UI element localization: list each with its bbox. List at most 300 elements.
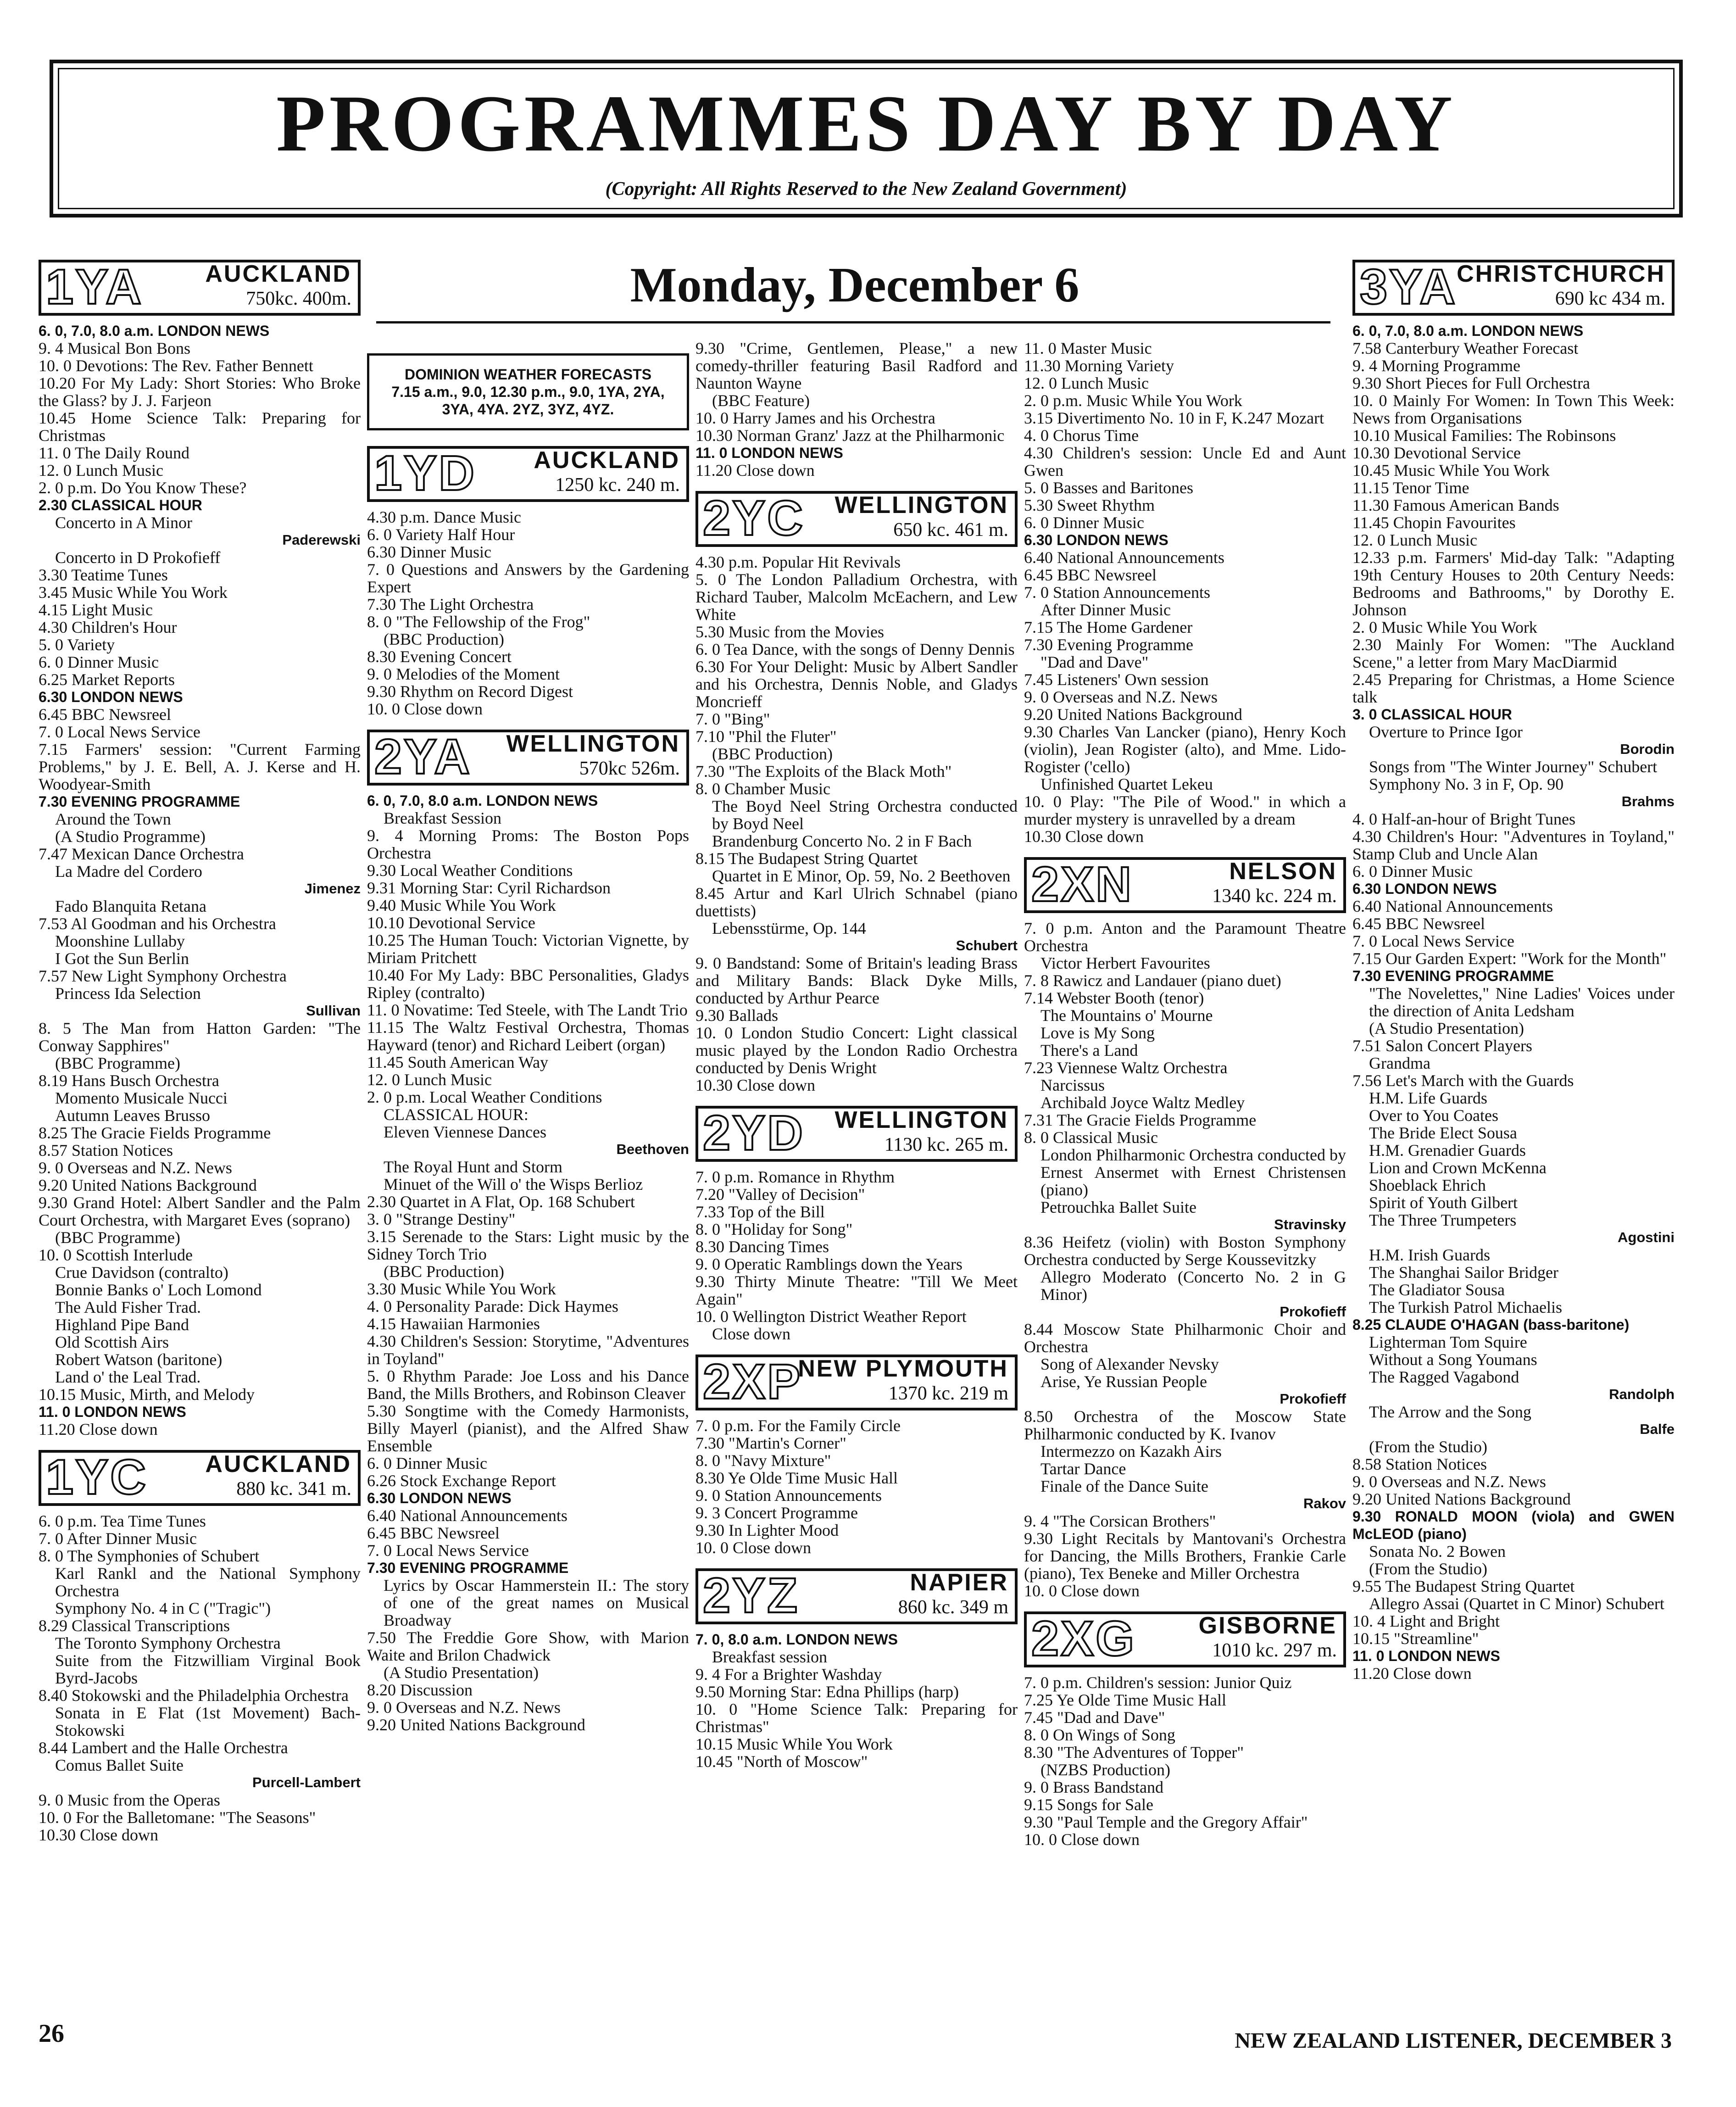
station-callsign: 2XP (703, 1354, 802, 1409)
schedule-entry: 10. 0 Close down (1024, 1830, 1140, 1849)
schedule-entry: Arise, Ye Russian People (1040, 1372, 1207, 1391)
schedule-entry: 8.15 The Budapest String Quartet (696, 849, 918, 868)
schedule-entry: 10.45 Music While You Work (1352, 461, 1550, 479)
schedule-entry: The Bride Elect Sousa (1369, 1124, 1517, 1142)
schedule-entry: La Madre del Cordero (55, 862, 202, 881)
station-callsign: 2YZ (703, 1567, 800, 1623)
station-callsign: 1YC (46, 1449, 148, 1505)
schedule-entry: 6. 0, 7.0, 8.0 a.m. LONDON NEWS (1352, 323, 1584, 339)
schedule-entry: 8.57 Station Notices (39, 1141, 173, 1159)
schedule-entry: (BBC Production) (384, 630, 505, 648)
schedule-entry: 10.45 Home Science Talk: Preparing for Christmas (39, 409, 361, 445)
schedule-entry: 10.15 "Streamline" (1352, 1629, 1479, 1648)
schedule-entry: Agostini (1618, 1229, 1675, 1245)
schedule-entry: Quartet in E Minor, Op. 59, No. 2 Beethoven (712, 867, 1011, 885)
schedule-entry: 7. 0 Local News Service (1352, 932, 1514, 950)
schedule-entry: 10. 4 Light and Bright (1352, 1612, 1500, 1630)
schedule-entry: 11.20 Close down (1352, 1664, 1472, 1683)
schedule-entry: CLASSICAL HOUR: (384, 1105, 529, 1124)
schedule-entry: 11.45 South American Way (367, 1053, 549, 1071)
schedule-entry: 7.33 Top of the Bill (696, 1203, 825, 1221)
schedule-entry: 9. 4 For a Brighter Washday (696, 1665, 882, 1683)
schedule-entry: 10. 0 Devotions: The Rev. Father Bennett (39, 357, 313, 375)
schedule-entry: Symphony No. 4 in C ("Tragic") (55, 1599, 271, 1617)
schedule-entry: 10.15 Music While You Work (696, 1735, 893, 1753)
schedule-entry: The Mountains o' Mourne (1040, 1006, 1213, 1025)
schedule-entry: Song of Alexander Nevsky (1040, 1355, 1219, 1373)
schedule-entry: 7.47 Mexican Dance Orchestra (39, 845, 244, 863)
schedule-entry: The Toronto Symphony Orchestra (55, 1634, 281, 1652)
schedule-entry: 11.15 The Waltz Festival Orchestra, Thomas Hayward (tenor) and Richard Leibert (organ) (367, 1018, 689, 1054)
station-callsign: 2XG (1031, 1611, 1136, 1666)
schedule-entry: Eleven Viennese Dances (384, 1123, 547, 1141)
schedule-entry: 7.30 "Martin's Corner" (696, 1434, 846, 1452)
station-banner-2ya (367, 730, 689, 786)
schedule-entry: Princess Ida Selection (55, 984, 201, 1003)
schedule-entry: 7.25 Ye Olde Time Music Hall (1024, 1691, 1227, 1709)
schedule-entry: 7. 0, 8.0 a.m. LONDON NEWS (696, 1631, 898, 1648)
schedule-entry: 10. 0 Close down (696, 1538, 811, 1557)
schedule-entry: 7. 0 After Dinner Music (39, 1529, 197, 1548)
schedule-entry: 9. 0 Operatic Ramblings down the Years (696, 1255, 963, 1273)
schedule-entry: 7.14 Webster Booth (tenor) (1024, 989, 1204, 1007)
schedule-list-2ya (367, 792, 689, 1734)
schedule-entry: 2. 0 p.m. Music While You Work (1024, 391, 1242, 410)
station-banner-2yc (696, 491, 1018, 547)
station-city: AUCKLAND (205, 1451, 351, 1477)
schedule-entry: 6.30 LONDON NEWS (1024, 532, 1168, 548)
schedule-entry: 6.30 LONDON NEWS (39, 689, 183, 705)
schedule-entry: Victor Herbert Favourites (1040, 954, 1210, 972)
schedule-entry: 8.44 Moscow State Philharmonic Choir and Orchestra (1024, 1320, 1346, 1356)
day-heading: Monday, December 6 (630, 258, 1079, 312)
schedule-entry: 7.57 New Light Symphony Orchestra (39, 967, 287, 985)
schedule-entry: Brahms (1621, 793, 1675, 809)
schedule-entry: 3.30 Music While You Work (367, 1280, 556, 1298)
schedule-entry: 7. 0 p.m. Romance in Rhythm (696, 1168, 895, 1186)
schedule-entry: Stravinsky (1274, 1216, 1346, 1232)
schedule-entry: 7.58 Canterbury Weather Forecast (1352, 339, 1579, 357)
column-3 (696, 340, 1018, 1770)
schedule-entry: Breakfast session (712, 1648, 827, 1666)
schedule-entry: The Gladiator Sousa (1369, 1281, 1505, 1299)
schedule-entry: 9.40 Music While You Work (367, 896, 556, 914)
schedule-entry: 6. 0 Dinner Music (1024, 513, 1144, 532)
schedule-entry: 7.30 EVENING PROGRAMME (39, 793, 240, 810)
schedule-list-2yd (696, 1168, 1018, 1343)
schedule-entry: London Philharmonic Orchestra conducted by Ernest Ansermet with Ernest Christensen (piano) (1040, 1146, 1346, 1199)
schedule-entry: 9.30 Light Recitals by Mantovani's Orchestra for Dancing, the Mills Brothers, Frankie Carle (piano), Tex Beneke and Miller Orchestra (1024, 1529, 1346, 1583)
schedule-list-2yz-cont (1024, 340, 1346, 845)
schedule-entry: 10.10 Devotional Service (367, 914, 535, 932)
schedule-entry: 6. 0 Dinner Music (39, 653, 159, 671)
schedule-entry: Minuet of the Will o' the Wisps Berlioz (384, 1175, 643, 1193)
schedule-entry: (BBC Programme) (55, 1228, 180, 1247)
schedule-entry: 9. 0 Bandstand: Some of Britain's leading Brass and Military Bands: Black Dyke Mills, conducted by Arthur Pearce (696, 954, 1018, 1007)
schedule-entry: 10. 0 London Studio Concert: Light classical music played by the London Radio Orchestra conducted by Denis Wright (696, 1024, 1018, 1077)
schedule-entry: 11. 0 LONDON NEWS (1352, 1648, 1500, 1664)
schedule-list-1ya (39, 322, 361, 1438)
schedule-entry: 6.45 BBC Newsreel (1352, 914, 1485, 933)
schedule-entry: 12.33 p.m. Farmers' Mid-day Talk: "Adapting 19th Century Houses to 20th Century Needs: Bedrooms and Bathrooms," by Dorothy E. Johnson (1352, 548, 1675, 619)
schedule-entry: 6.30 LONDON NEWS (367, 1490, 512, 1506)
station-callsign: 2YC (703, 490, 805, 546)
schedule-entry: 9.30 Local Weather Conditions (367, 861, 573, 880)
schedule-entry: H.M. Grenadier Guards (1369, 1141, 1526, 1159)
schedule-entry: 8. 0 Classical Music (1024, 1128, 1158, 1147)
schedule-entry: 11.20 Close down (39, 1420, 158, 1438)
schedule-entry: Brandenburg Concerto No. 2 in F Bach (712, 832, 972, 850)
schedule-entry: 2. 0 Music While You Work (1352, 618, 1537, 636)
schedule-entry: The Auld Fisher Trad. (55, 1298, 201, 1316)
schedule-entry: 10. 0 Close down (367, 700, 483, 718)
schedule-list-2xp (696, 1417, 1018, 1556)
schedule-entry: 4.30 Children's session: Uncle Ed and Aunt Gwen (1024, 444, 1346, 479)
schedule-entry: 12. 0 Lunch Music (1024, 374, 1149, 392)
column-2 (367, 340, 689, 1734)
schedule-entry: 2.45 Preparing for Christmas, a Home Science talk (1352, 670, 1675, 706)
schedule-entry: Grandma (1369, 1054, 1430, 1072)
schedule-entry: 10.30 Close down (1024, 827, 1144, 846)
schedule-entry: 7.30 EVENING PROGRAMME (1352, 968, 1554, 984)
schedule-entry: 6.26 Stock Exchange Report (367, 1472, 556, 1490)
schedule-entry: 8.19 Hans Busch Orchestra (39, 1071, 219, 1090)
schedule-entry: 6. 0, 7.0, 8.0 a.m. LONDON NEWS (367, 792, 598, 809)
schedule-entry: 10. 0 Harry James and his Orchestra (696, 409, 935, 427)
station-city: CHRISTCHURCH (1457, 261, 1665, 287)
schedule-entry: Symphony No. 3 in F, Op. 90 (1369, 775, 1564, 793)
schedule-entry: (NZBS Production) (1040, 1761, 1170, 1779)
schedule-entry: 7.10 "Phil the Fluter" (696, 727, 837, 746)
schedule-entry: 9.30 Ballads (696, 1006, 778, 1025)
station-callsign: 3YA (1360, 259, 1458, 314)
schedule-entry: Unfinished Quartet Lekeu (1040, 775, 1213, 793)
schedule-entry: 9.30 Charles Van Lancker (piano), Henry Koch (violin), Jean Rogister (alto), and Mme. Lido-Rogister ('cello) (1024, 723, 1346, 776)
schedule-entry: 6.45 BBC Newsreel (1024, 566, 1157, 584)
schedule-entry: Around the Town (55, 810, 171, 828)
station-callsign: 1YA (46, 259, 144, 314)
schedule-entry: 10.30 Close down (696, 1076, 815, 1094)
schedule-entry: The Shanghai Sailor Bridger (1369, 1263, 1558, 1282)
schedule-entry: 9.20 United Nations Background (39, 1176, 257, 1194)
schedule-entry: (BBC Production) (384, 1262, 505, 1281)
schedule-entry: 11. 0 Master Music (1024, 339, 1152, 357)
schedule-entry: 8.30 Evening Concert (367, 647, 512, 666)
station-banner-2xn (1024, 857, 1346, 913)
schedule-entry: 8.45 Artur and Karl Ulrich Schnabel (piano duettists) (696, 884, 1018, 920)
schedule-entry: 9. 4 Morning Programme (1352, 357, 1520, 375)
schedule-entry: 6. 0 Tea Dance, with the songs of Denny Dennis (696, 640, 1015, 658)
schedule-entry: 4. 0 Chorus Time (1024, 426, 1139, 445)
schedule-entry: 4.30 Children's Hour: "Adventures in Toyland," Stamp Club and Uncle Alan (1352, 827, 1675, 863)
schedule-entry: 6.30 For Your Delight: Music by Albert Sandler and his Orchestra, Dennis Noble, and Gladys Moncrieff (696, 658, 1018, 711)
schedule-entry: 5.30 Sweet Rhythm (1024, 496, 1155, 514)
schedule-entry: 9.30 "Paul Temple and the Gregory Affair" (1024, 1813, 1308, 1831)
footer-credit: NEW ZEALAND LISTENER, DECEMBER 3 (1235, 2029, 1672, 2053)
schedule-list-1yd (367, 508, 689, 718)
schedule-entry: 10.30 Norman Granz' Jazz at the Philharmonic (696, 426, 1005, 445)
station-banner-2xp (696, 1354, 1018, 1410)
schedule-entry: 9.20 United Nations Background (367, 1716, 585, 1734)
schedule-entry: 9. 4 "The Corsican Brothers" (1024, 1512, 1216, 1530)
schedule-entry: 10.10 Musical Families: The Robinsons (1352, 426, 1616, 445)
schedule-entry: 7.30 EVENING PROGRAMME (367, 1560, 569, 1576)
schedule-entry: Purcell-Lambert (252, 1774, 361, 1790)
schedule-entry: Momento Musicale Nucci (55, 1089, 228, 1107)
schedule-entry: 4.15 Hawaiian Harmonies (367, 1315, 540, 1333)
schedule-list-2ya-cont (696, 340, 1018, 479)
station-city: NAPIER (910, 1569, 1008, 1596)
schedule-entry: Allegro Moderato (Concerto No. 2 in G Minor) (1040, 1268, 1346, 1304)
schedule-entry: Autumn Leaves Brusso (55, 1106, 210, 1125)
schedule-entry: 11.15 Tenor Time (1352, 479, 1469, 497)
schedule-entry: The Turkish Patrol Michaelis (1369, 1298, 1562, 1316)
schedule-entry: 8.25 The Gracie Fields Programme (39, 1124, 271, 1142)
station-banner-1yd (367, 446, 689, 502)
schedule-entry: 10.40 For My Lady: BBC Personalities, Gladys Ripley (contralto) (367, 966, 689, 1002)
schedule-entry: Overture to Prince Igor (1369, 723, 1523, 741)
station-city: AUCKLAND (205, 261, 351, 287)
schedule-entry: 7. 0 p.m. Children's session: Junior Quiz (1024, 1673, 1292, 1692)
schedule-entry: 7.30 Evening Programme (1024, 635, 1193, 654)
schedule-entry: I Got the Sun Berlin (55, 949, 189, 968)
station-banner-2yd (696, 1106, 1018, 1162)
schedule-entry: 7. 0 p.m. Anton and the Paramount Theatre Orchestra (1024, 919, 1346, 955)
schedule-entry: 10. 0 Wellington District Weather Report (696, 1307, 967, 1326)
schedule-entry: 9. 0 Station Announcements (696, 1486, 882, 1505)
schedule-entry: 6.30 Dinner Music (367, 543, 491, 561)
schedule-entry: 5. 0 The London Palladium Orchestra, with Richard Tauber, Malcolm McEachern, and Lew White (696, 570, 1018, 624)
station-frequency: 750kc. 400m. (246, 288, 351, 309)
station-frequency: 860 kc. 349 m (898, 1597, 1008, 1618)
schedule-list-2xn (1024, 920, 1346, 1600)
schedule-entry: Over to You Coates (1369, 1106, 1499, 1125)
station-city: AUCKLAND (534, 447, 680, 474)
station-city: NELSON (1229, 858, 1337, 885)
schedule-entry: 3.15 Divertimento No. 10 in F, K.247 Mozart (1024, 409, 1324, 427)
schedule-entry: 10.30 Devotional Service (1352, 444, 1521, 462)
copyright-notice: (Copyright: All Rights Reserved to the New Zealand Government) (605, 178, 1127, 200)
schedule-entry: After Dinner Music (1040, 601, 1171, 619)
schedule-entry: 10. 0 For the Balletomane: "The Seasons" (39, 1808, 316, 1827)
weather-times: 7.15 a.m., 9.0, 12.30 p.m., 9.0, 1YA, 2YA, 3YA, 4YA. 2YZ, 3YZ, 4YZ. (391, 384, 665, 418)
schedule-entry: The Three Trumpeters (1369, 1211, 1517, 1229)
schedule-entry: 9. 3 Concert Programme (696, 1504, 858, 1522)
schedule-entry: The Boyd Neel String Orchestra conducted by Boyd Neel (712, 797, 1018, 833)
station-frequency: 1340 kc. 224 m. (1212, 886, 1337, 907)
schedule-entry: (A Studio Presentation) (1369, 1019, 1524, 1037)
schedule-entry: Tartar Dance (1040, 1460, 1126, 1478)
schedule-entry: "Dad and Dave" (1040, 653, 1149, 671)
schedule-entry: 10. 0 Close down (1024, 1582, 1140, 1600)
schedule-entry: 8.36 Heifetz (violin) with Boston Symphony Orchestra conducted by Serge Koussevitzky (1024, 1233, 1346, 1269)
schedule-entry: 9. 0 Music from the Operas (39, 1791, 220, 1809)
schedule-entry: 8.30 Dancing Times (696, 1237, 829, 1256)
schedule-entry: Concerto in A Minor (55, 513, 192, 532)
column-5 (1352, 257, 1675, 1682)
schedule-entry: 3.45 Music While You Work (39, 583, 228, 602)
schedule-entry: Intermezzo on Kazakh Airs (1040, 1442, 1222, 1460)
schedule-entry: 10.20 For My Lady: Short Stories: Who Broke the Glass? by J. J. Farjeon (39, 374, 361, 410)
schedule-entry: 12. 0 Lunch Music (39, 461, 163, 479)
schedule-entry: 7.53 Al Goodman and his Orchestra (39, 914, 276, 933)
schedule-entry: 7.45 "Dad and Dave" (1024, 1708, 1165, 1727)
schedule-entry: 9.30 RONALD MOON (viola) and GWEN McLEOD (piano) (1352, 1508, 1675, 1542)
schedule-list-2yc (696, 553, 1018, 1094)
schedule-entry: Petrouchka Ballet Suite (1040, 1198, 1196, 1216)
schedule-entry: 4. 0 Half-an-hour of Bright Tunes (1352, 810, 1575, 828)
schedule-entry: 6. 0 p.m. Tea Time Tunes (39, 1512, 206, 1530)
schedule-entry: 11.45 Chopin Favourites (1352, 513, 1516, 532)
station-banner-1ya (39, 260, 361, 316)
schedule-entry: 9. 0 Overseas and N.Z. News (1024, 688, 1218, 706)
schedule-entry: Archibald Joyce Waltz Medley (1040, 1093, 1245, 1112)
schedule-entry: 9.20 United Nations Background (1352, 1490, 1571, 1508)
schedule-entry: 7.30 "The Exploits of the Black Moth" (696, 762, 952, 780)
schedule-entry: Comus Ballet Suite (55, 1756, 184, 1774)
schedule-entry: Moonshine Lullaby (55, 932, 185, 950)
station-frequency: 1250 kc. 240 m. (555, 474, 680, 496)
schedule-entry: There's a Land (1040, 1041, 1138, 1059)
station-city: WELLINGTON (835, 492, 1008, 518)
schedule-entry: 9.30 In Lighter Mood (696, 1521, 839, 1539)
schedule-entry: 10. 0 Scottish Interlude (39, 1246, 193, 1264)
schedule-entry: Beethoven (616, 1141, 689, 1157)
schedule-entry: Old Scottish Airs (55, 1333, 169, 1351)
schedule-entry: 9. 0 Brass Bandstand (1024, 1778, 1163, 1796)
schedule-entry: 9. 0 Melodies of the Moment (367, 665, 560, 683)
day-heading-rule (376, 321, 1330, 323)
schedule-entry: 7.31 The Gracie Fields Programme (1024, 1111, 1257, 1129)
schedule-entry: 5. 0 Basses and Baritones (1024, 479, 1193, 497)
schedule-entry: 10. 0 Mainly For Women: In Town This Week: News from Organisations (1352, 391, 1675, 427)
schedule-entry: 6. 0 Dinner Music (1352, 862, 1473, 881)
schedule-entry: 3.30 Teatime Tunes (39, 566, 168, 584)
schedule-entry: 7.50 The Freddie Gore Show, with Marion Waite and Brilon Chadwick (367, 1628, 689, 1664)
schedule-entry: 7. 0 Questions and Answers by the Gardening Expert (367, 560, 689, 596)
schedule-entry: Shoeblack Ehrich (1369, 1176, 1486, 1194)
schedule-entry: Allegro Assai (Quartet in C Minor) Schubert (1369, 1594, 1664, 1613)
schedule-list-2yz (696, 1631, 1018, 1770)
schedule-entry: The Royal Hunt and Storm (384, 1158, 562, 1176)
station-banner-1yc (39, 1450, 361, 1506)
schedule-entry: Concerto in D Prokofieff (55, 548, 221, 567)
schedule-entry: Rakov (1303, 1495, 1346, 1511)
schedule-entry: 6.25 Market Reports (39, 670, 175, 689)
column-4 (1024, 340, 1346, 1848)
schedule-entry: Lighterman Tom Squire (1369, 1333, 1527, 1351)
station-frequency: 1370 kc. 219 m (888, 1383, 1008, 1404)
schedule-entry: Land o' the Leal Trad. (55, 1368, 201, 1386)
schedule-entry: 9.31 Morning Star: Cyril Richardson (367, 879, 611, 897)
station-frequency: 690 kc 434 m. (1555, 288, 1665, 309)
schedule-entry: 11.30 Morning Variety (1024, 357, 1174, 375)
schedule-entry: Highland Pipe Band (55, 1315, 189, 1334)
schedule-entry: 7.15 Our Garden Expert: "Work for the Month" (1352, 949, 1667, 968)
schedule-entry: 4.30 p.m. Dance Music (367, 508, 521, 526)
page-title: PROGRAMMES DAY BY DAY (276, 79, 1456, 168)
schedule-entry: H.M. Life Guards (1369, 1089, 1487, 1107)
schedule-entry: 7.15 The Home Gardener (1024, 618, 1193, 636)
station-frequency: 570kc 526m. (579, 758, 680, 779)
weather-forecast-box (367, 353, 689, 430)
schedule-entry: 5.30 Music from the Movies (696, 623, 884, 641)
schedule-entry: 12. 0 Lunch Music (367, 1070, 492, 1089)
station-callsign: 2XN (1031, 856, 1134, 912)
schedule-entry: 3. 0 CLASSICAL HOUR (1352, 706, 1512, 723)
schedule-entry: 2.30 Mainly For Women: "The Auckland Scene," a letter from Mary MacDiarmid (1352, 635, 1675, 671)
schedule-entry: 5. 0 Rhythm Parade: Joe Loss and his Dance Band, the Mills Brothers, and Robinson Cleaver (367, 1367, 689, 1403)
schedule-entry: 9.30 Rhythm on Record Digest (367, 682, 573, 701)
schedule-entry: 7. 0 Local News Service (367, 1541, 529, 1560)
schedule-entry: 11. 0 LONDON NEWS (696, 445, 843, 461)
schedule-entry: Fado Blanquita Retana (55, 897, 206, 915)
schedule-entry: 4. 0 Personality Parade: Dick Haymes (367, 1297, 618, 1315)
schedule-entry: 7.45 Listeners' Own session (1024, 670, 1209, 689)
schedule-entry: 6.40 National Announcements (367, 1506, 568, 1525)
schedule-entry: (BBC Production) (712, 745, 833, 763)
schedule-entry: 6.45 BBC Newsreel (39, 705, 171, 724)
schedule-entry: 7. 8 Rawicz and Landauer (piano duet) (1024, 971, 1281, 990)
schedule-entry: Close down (712, 1325, 790, 1343)
weather-title: DOMINION WEATHER FORECASTS (404, 366, 652, 383)
schedule-entry: The Ragged Vagabond (1369, 1368, 1519, 1386)
schedule-entry: "The Novelettes," Nine Ladies' Voices under the direction of Anita Ledsham (1369, 984, 1675, 1020)
schedule-entry: 8.40 Stokowski and the Philadelphia Orchestra (39, 1686, 349, 1705)
station-city: GISBORNE (1198, 1612, 1337, 1639)
schedule-entry: Finale of the Dance Suite (1040, 1477, 1208, 1495)
schedule-entry: 3. 0 "Strange Destiny" (367, 1210, 516, 1228)
schedule-entry: 4.30 p.m. Popular Hit Revivals (696, 553, 901, 571)
schedule-entry: 11.30 Famous American Bands (1352, 496, 1559, 514)
schedule-entry: 11. 0 The Daily Round (39, 444, 189, 462)
schedule-entry: (From the Studio) (1369, 1560, 1487, 1578)
schedule-entry: 9.20 United Nations Background (1024, 705, 1242, 724)
schedule-entry: 7.51 Salon Concert Players (1352, 1037, 1532, 1055)
schedule-entry: 7.23 Viennese Waltz Orchestra (1024, 1059, 1228, 1077)
schedule-entry: 7.30 The Light Orchestra (367, 595, 534, 613)
schedule-entry: Spirit of Youth Gilbert (1369, 1193, 1518, 1212)
schedule-entry: 7. 0 "Bing" (696, 710, 770, 728)
schedule-entry: 6. 0 Variety Half Hour (367, 525, 515, 544)
schedule-entry: Love is My Song (1040, 1024, 1155, 1042)
schedule-entry: 5.30 Songtime with the Comedy Harmonists, Billy Mayerl (pianist), and the Alfred Shaw Ensemble (367, 1402, 689, 1455)
schedule-entry: 8.58 Station Notices (1352, 1455, 1487, 1473)
schedule-entry: 7. 0 p.m. For the Family Circle (696, 1416, 901, 1435)
schedule-entry: 4.30 Children's Session: Storytime, "Adventures in Toyland" (367, 1332, 689, 1368)
station-city: NEW PLYMOUTH (798, 1355, 1008, 1382)
station-frequency: 880 kc. 341 m. (236, 1478, 351, 1499)
schedule-list-1yc (39, 1512, 361, 1844)
schedule-entry: 10.15 Music, Mirth, and Melody (39, 1385, 255, 1404)
schedule-entry: 6.40 National Announcements (1352, 897, 1553, 915)
schedule-entry: 6.45 BBC Newsreel (367, 1524, 500, 1542)
schedule-entry: 4.30 Children's Hour (39, 618, 177, 636)
schedule-entry: 8. 0 On Wings of Song (1024, 1726, 1175, 1744)
schedule-entry: 10. 0 "Home Science Talk: Preparing for Christmas" (696, 1700, 1018, 1736)
schedule-entry: 3.15 Serenade to the Stars: Light music by the Sidney Torch Trio (367, 1227, 689, 1263)
schedule-entry: 4.15 Light Music (39, 601, 153, 619)
schedule-entry: Robert Watson (baritone) (55, 1350, 223, 1369)
schedule-entry: Without a Song Youmans (1369, 1350, 1537, 1369)
schedule-entry: 6. 0 Dinner Music (367, 1454, 487, 1472)
schedule-entry: Breakfast Session (384, 809, 501, 827)
schedule-entry: 8. 0 "Navy Mixture" (696, 1451, 831, 1470)
schedule-entry: The Arrow and the Song (1369, 1403, 1531, 1421)
schedule-entry: Borodin (1620, 741, 1675, 757)
schedule-entry: (From the Studio) (1369, 1438, 1487, 1456)
schedule-entry: Suite from the Fitzwilliam Virginal Book Byrd-Jacobs (55, 1651, 361, 1687)
